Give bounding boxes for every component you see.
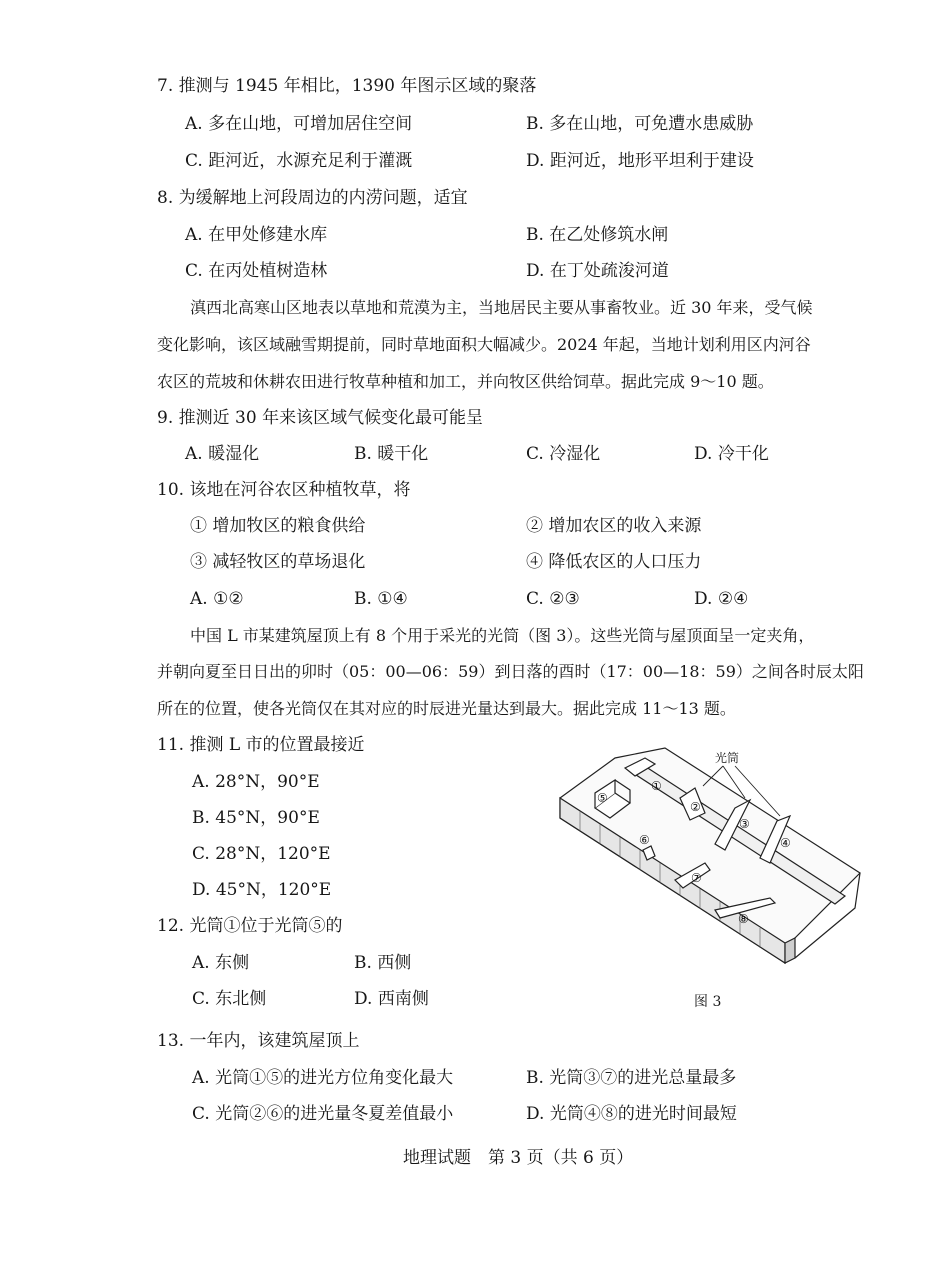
- q11-option-c: C. 28°N，120°E: [192, 844, 331, 864]
- q7-option-d: D. 距河近，地形平坦利于建设: [526, 151, 754, 171]
- q9-option-a: A. 暖湿化: [185, 444, 260, 464]
- q10-option-b: B. ①④: [354, 589, 408, 609]
- passage-1-line-1: 滇西北高寒山区地表以草地和荒漠为主，当地居民主要从事畜牧业。近 30 年来，受气候: [190, 298, 813, 317]
- q9-option-c: C. 冷湿化: [526, 444, 601, 464]
- question-11-stem: 11. 推测 L 市的位置最接近: [157, 735, 365, 755]
- q8-option-c: C. 在丙处植树造林: [185, 261, 328, 281]
- passage-1-line-3: 农区的荒坡和休耕农田进行牧草种植和加工，并向牧区供给饲草。据此完成 9～10 题。: [157, 372, 774, 391]
- figure-num-7: ⑦: [691, 871, 702, 885]
- page-footer: 地理试题 第 3 页（共 6 页）: [403, 1148, 634, 1168]
- q10-statement-3: ③ 减轻牧区的草场退化: [190, 552, 366, 572]
- q13-option-a: A. 光筒①⑤的进光方位角变化最大: [192, 1068, 454, 1088]
- figure-caption: 图 3: [694, 994, 722, 1010]
- question-8-stem: 8. 为缓解地上河段周边的内涝问题，适宜: [157, 188, 468, 208]
- figure-num-4: ④: [780, 836, 791, 850]
- figure-num-8: ⑧: [738, 912, 749, 926]
- figure-num-3: ③: [739, 817, 750, 831]
- passage-2-line-1: 中国 L 市某建筑屋顶上有 8 个用于采光的光筒（图 3）。这些光筒与屋顶面呈一定夹角，: [190, 626, 815, 645]
- q13-option-c: C. 光筒②⑥的进光量冬夏差值最小: [192, 1104, 454, 1124]
- figure-3-building-diagram: [555, 738, 867, 978]
- figure-num-2: ②: [690, 800, 701, 814]
- q7-option-b: B. 多在山地，可免遭水患威胁: [526, 114, 754, 134]
- q12-option-c: C. 东北侧: [192, 989, 267, 1009]
- figure-num-5: ⑤: [597, 791, 608, 805]
- q7-option-a: A. 多在山地，可增加居住空间: [185, 114, 413, 134]
- question-7-stem: 7. 推测与 1945 年相比，1390 年图示区域的聚落: [157, 76, 537, 96]
- passage-2-line-3: 所在的位置，使各光筒仅在其对应的时辰进光量达到最大。据此完成 11～13 题。: [157, 699, 736, 718]
- q9-option-d: D. 冷干化: [694, 444, 769, 464]
- question-12-stem: 12. 光筒①位于光筒⑤的: [157, 916, 343, 936]
- q10-option-a: A. ①②: [190, 589, 244, 609]
- q11-option-d: D. 45°N，120°E: [192, 880, 332, 900]
- q10-statement-1: ① 增加牧区的粮食供给: [190, 516, 366, 536]
- q12-option-d: D. 西南侧: [354, 989, 429, 1009]
- q7-option-c: C. 距河近，水源充足利于灌溉: [185, 151, 413, 171]
- passage-2-line-2: 并朝向夏至日日出的卯时（05：00—06：59）到日落的酉时（17：00—18：59）之间各时辰太阳: [157, 662, 864, 681]
- q12-option-a: A. 东侧: [192, 953, 250, 973]
- figure-num-6: ⑥: [639, 833, 650, 847]
- q11-option-b: B. 45°N，90°E: [192, 808, 320, 828]
- q8-option-d: D. 在丁处疏浚河道: [526, 261, 669, 281]
- q10-option-c: C. ②③: [526, 589, 580, 609]
- q10-option-d: D. ②④: [694, 589, 749, 609]
- question-13-stem: 13. 一年内，该建筑屋顶上: [157, 1031, 360, 1051]
- q8-option-a: A. 在甲处修建水库: [185, 225, 328, 245]
- question-10-stem: 10. 该地在河谷农区种植牧草，将: [157, 480, 411, 500]
- q11-option-a: A. 28°N，90°E: [192, 772, 320, 792]
- figure-tube-label: 光筒: [715, 751, 740, 765]
- q10-statement-2: ② 增加农区的收入来源: [526, 516, 702, 536]
- figure-num-1: ①: [651, 779, 662, 793]
- passage-1-line-2: 变化影响，该区域融雪期提前，同时草地面积大幅减少。2024 年起，当地计划利用区内河谷: [157, 335, 811, 354]
- q12-option-b: B. 西侧: [354, 953, 412, 973]
- q8-option-b: B. 在乙处修筑水闸: [526, 225, 669, 245]
- q10-statement-4: ④ 降低农区的人口压力: [526, 552, 702, 572]
- q13-option-b: B. 光筒③⑦的进光总量最多: [526, 1068, 737, 1088]
- q9-option-b: B. 暖干化: [354, 444, 429, 464]
- question-9-stem: 9. 推测近 30 年来该区域气候变化最可能呈: [157, 408, 484, 428]
- q13-option-d: D. 光筒④⑧的进光时间最短: [526, 1104, 737, 1124]
